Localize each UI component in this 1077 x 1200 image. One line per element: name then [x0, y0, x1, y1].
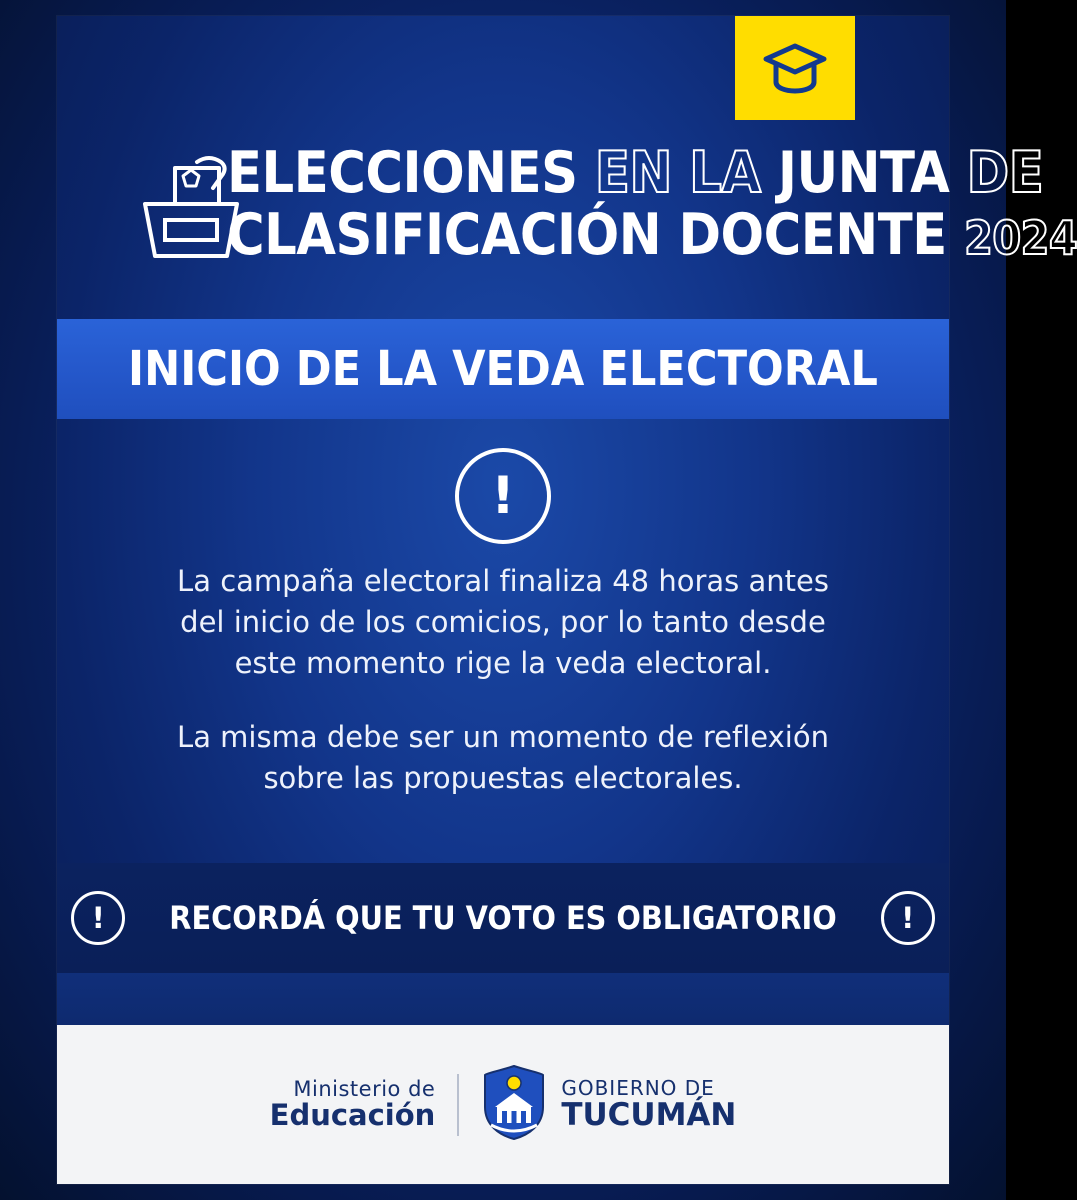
headline-year: 2024 — [964, 211, 1077, 266]
government-logo — [481, 1063, 736, 1146]
body-text — [153, 561, 853, 799]
obligatory-vote-text: RECORDÁ QUE TU VOTO ES OBLIGATORIO — [169, 899, 837, 937]
exclamation-circle-icon-right: ! — [881, 891, 935, 945]
body-paragraph-1: La campaña electoral finaliza 48 horas antes del inicio de los comicios, por lo tanto desde este momento rige la veda electoral. — [177, 564, 829, 681]
government-line-2: TUCUMÁN — [561, 1096, 737, 1133]
headline-line2-solid: CLASIFICACIÓN DOCENTE — [227, 202, 965, 269]
exclamation-circle-icon-left: ! — [71, 891, 125, 945]
headline-line1-solid-b: JUNTA — [777, 140, 967, 206]
headline-line1-outline-a: EN LA — [594, 140, 778, 206]
government-line-1: GOBIERNO DE — [561, 1075, 715, 1100]
veda-banner — [57, 319, 949, 419]
body-paragraph-2: La misma debe ser un momento de reflexión sobre las propuestas electorales. — [177, 719, 829, 795]
footer-divider — [457, 1074, 459, 1136]
logo-box — [735, 16, 855, 120]
footer-logos — [57, 1025, 949, 1184]
veda-banner-text: INICIO DE LA VEDA ELECTORAL — [128, 341, 878, 397]
tucuman-coat-of-arms-icon — [481, 1063, 547, 1146]
ministry-line-2: Educación — [269, 1098, 436, 1133]
graduation-cap-icon — [762, 40, 828, 96]
headline-line1-solid: ELECCIONES — [227, 140, 595, 206]
ministry-logo — [269, 1077, 436, 1133]
poster-panel — [57, 16, 1077, 1184]
headline-block — [57, 140, 1077, 284]
headline-line1-outline-b: DE — [966, 140, 1044, 206]
strip-spacer — [57, 973, 949, 1025]
exclamation-circle-icon: ! — [455, 448, 551, 544]
ministry-line-1: Ministerio de — [293, 1077, 436, 1102]
obligatory-vote-strip — [57, 863, 949, 973]
